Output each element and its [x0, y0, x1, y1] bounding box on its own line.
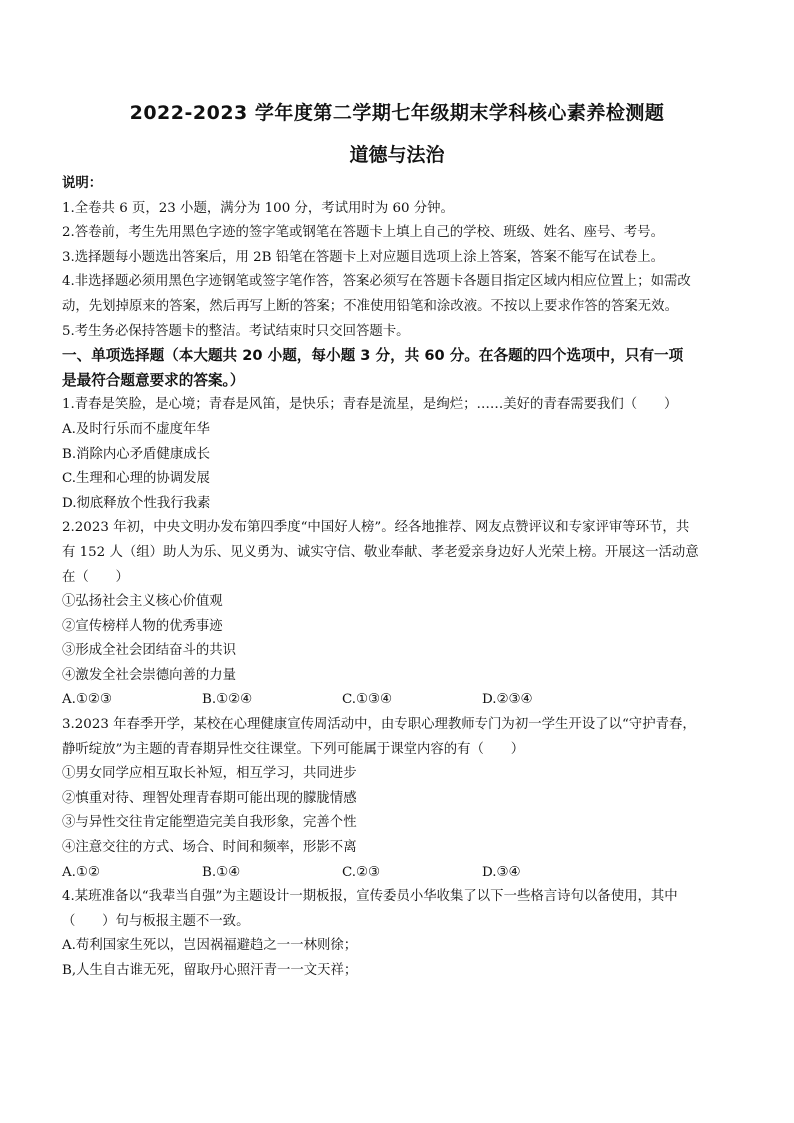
question-4-option-a: A.苟利国家生死以，岂因祸福避趋之一一林则徐； [62, 938, 358, 954]
question-2-stem: 2.2023 年初，中央文明办发布第四季度“中国好人榜”。经各地推荐、网友点赞评议和专家评审等环节，共 [62, 520, 690, 536]
question-3-item: ④注意交往的方式、场合、时间和频率，形影不离 [62, 840, 357, 856]
note-item: 5.考生务必保持答题卡的整洁。考试结束时只交回答题卡。 [62, 323, 410, 339]
question-3-item: ①男女同学应相互取长补短，相互学习，共同进步 [62, 766, 357, 782]
option-b: B.①②④ [202, 692, 253, 708]
notes-heading: 说明： [62, 176, 103, 191]
section-heading: 一、单项选择题（本大题共 20 小题，每小题 3 分，共 60 分。在各题的四个选项中，只有一项 [62, 347, 684, 365]
question-2-stem: 在（ ） [62, 569, 129, 585]
subject-title: 道德与法治 [349, 144, 445, 166]
question-4-option-b: B,人生自古谁无死，留取丹心照汗青一一文天祥； [62, 963, 358, 978]
option-d: D.②③④ [482, 692, 533, 708]
question-1-option-b: B.消除内心矛盾健康成长 [62, 446, 211, 462]
question-2-item: ③形成全社会团结奋斗的共识 [62, 643, 237, 659]
option-c: C.②③ [342, 864, 381, 880]
question-1-option-c: C.生理和心理的协调发展 [62, 471, 210, 487]
question-1-option-d: D.彻底释放个性我行我素 [62, 495, 211, 511]
note-item: 4.非选择题必须用黑色字迹钢笔或签字笔作答，答案必须写在答题卡各题目指定区域内相应位置上；如需改 [62, 274, 691, 290]
question-2-stem: 有 152 人（组）助人为乐、见义勇为、诚实守信、敬业奉献、孝老爱亲身边好人光荣上榜。开展这一活动意 [62, 544, 699, 560]
question-3-stem: 3.2023 年春季开学，某校在心理健康宣传周活动中，由专职心理教师专门为初一学生开设了以“守护青春， [62, 717, 696, 733]
note-item: 1.全卷共 6 页，23 小题，满分为 100 分，考试用时为 60 分钟。 [62, 200, 454, 216]
question-4-stem: （ ）句与板报主题不一致。 [62, 913, 250, 929]
question-2-item: ②宣传榜样人物的优秀事迹 [62, 618, 223, 634]
question-1-stem: 1.青春是笑脸，是心境；青春是风笛，是快乐；青春是流星，是绚烂；……美好的青春需要我们（ ） [62, 397, 678, 413]
question-1-option-a: A.及时行乐而不虚度年华 [62, 421, 210, 437]
question-3-item: ③与异性交往肯定能塑造完美自我形象，完善个性 [62, 815, 357, 831]
note-item: 动，先划掉原来的答案，然后再写上断的答案；不准使用铅笔和涂改液。不按以上要求作答的答案无效。 [62, 298, 678, 314]
option-b: B.①④ [202, 864, 241, 880]
question-2-options [62, 688, 734, 713]
exam-title: 2022-2023 学年度第二学期七年级期末学科核心素养检测题 [129, 102, 665, 124]
option-a: A.①②③ [62, 692, 112, 708]
option-c: C.①③④ [342, 692, 393, 708]
option-a: A.①② [62, 864, 100, 880]
note-item: 2.答卷前，考生先用黑色字迹的签字笔或钢笔在答题卡上填上自己的学校、班级、姓名、座号、考号。 [62, 225, 664, 241]
section-heading-cont: 是最符合题意要求的答案。） [62, 371, 245, 389]
note-item: 3.选择题每小题选出答案后，用 2B 铅笔在答题卡上对应题目选项上涂上答案，答案不能写在试卷上。 [62, 249, 665, 265]
question-2-item: ④激发全社会崇德向善的力量 [62, 667, 237, 683]
option-d: D.③④ [482, 864, 521, 880]
question-3-item: ②慎重对待、理智处理青春期可能出现的朦胧情感 [62, 790, 357, 806]
question-4-stem: 4.某班准备以“我辈当自强”为主题设计一期板报，宣传委员小华收集了以下一些格言诗句以备使用，其中 [62, 889, 678, 905]
question-3-stem: 静听绽放”为主题的青春期异性交往课堂。下列可能属于课堂内容的有（ ） [62, 741, 525, 757]
exam-body [62, 172, 734, 984]
question-3-options [62, 861, 734, 886]
question-2-item: ①弘扬社会主义核心价值观 [62, 594, 223, 610]
